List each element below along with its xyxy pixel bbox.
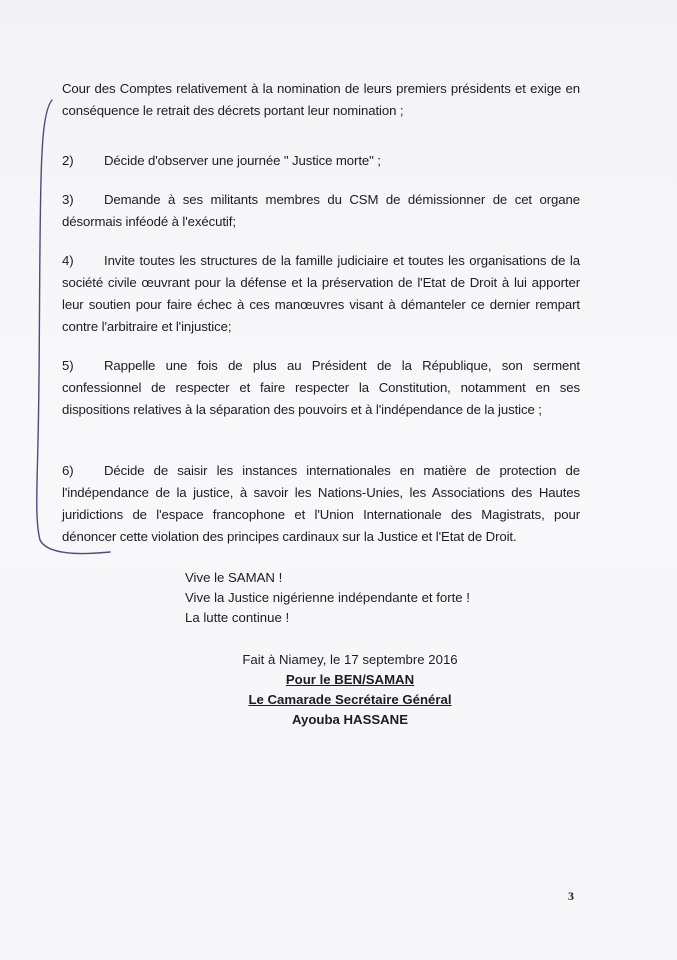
signatory-name: Ayouba HASSANE — [291, 712, 408, 727]
paragraph-continuation — [62, 78, 580, 122]
item-text: Décide de saisir les instances internationales en matière de protection de l'indépendance de la justice, à savoir les Nations-Unies, les Associations des Hautes juridictions de l'espace francophone et l'Union Internationale des Magistrats, pour dénoncer cette violation des principes cardinaux sur la Justice et l'Etat de Droit. — [62, 463, 580, 544]
item-text: Décide d'observer une journée " Justice morte" ; — [104, 153, 381, 168]
item-number: 5) — [62, 358, 74, 373]
place-date: Fait à Niamey, le 17 septembre 2016 — [242, 652, 458, 667]
item-text: Invite toutes les structures de la famille judiciaire et toutes les organisations de la société civile œuvrant pour la défense et la préservation de l'Etat de Droit à lui apporter leur soutien pour faire échec à ces manœuvres visant à démanteler ce dernier rempart contre l'arbitraire et l'injustice; — [62, 253, 580, 334]
list-item — [62, 189, 580, 233]
signatory-title: Le Camarade Secrétaire Général — [248, 692, 452, 707]
item-text: Rappelle une fois de plus au Président de la République, son serment confessionnel de respecter et faire respecter la Constitution, notamment en ses dispositions relatives à la séparation des pouvoirs et à l'indépendance de la justice ; — [62, 358, 580, 417]
slogan-line: Vive la Justice nigérienne indépendante et forte ! — [185, 590, 470, 605]
item-number: 3) — [62, 192, 74, 207]
slogans — [185, 568, 470, 628]
for-line: Pour le BEN/SAMAN — [285, 672, 415, 687]
list-item — [62, 150, 580, 172]
continuation-text: Cour des Comptes relativement à la nomination de leurs premiers présidents et exige en conséquence le retrait des décrets portant leur nomination ; — [62, 81, 580, 118]
item-number: 2) — [62, 153, 74, 168]
list-item — [62, 355, 580, 421]
page-number: 3 — [568, 889, 574, 903]
item-text: Demande à ses militants membres du CSM de démissionner de cet organe désormais inféodé à l'exécutif; — [62, 192, 580, 229]
list-item — [62, 250, 580, 338]
slogan-line: Vive le SAMAN ! — [185, 570, 283, 585]
item-number: 6) — [62, 463, 74, 478]
signature-block — [220, 650, 480, 730]
list-item — [62, 460, 580, 548]
item-number: 4) — [62, 253, 74, 268]
slogan-line: La lutte continue ! — [185, 610, 290, 625]
